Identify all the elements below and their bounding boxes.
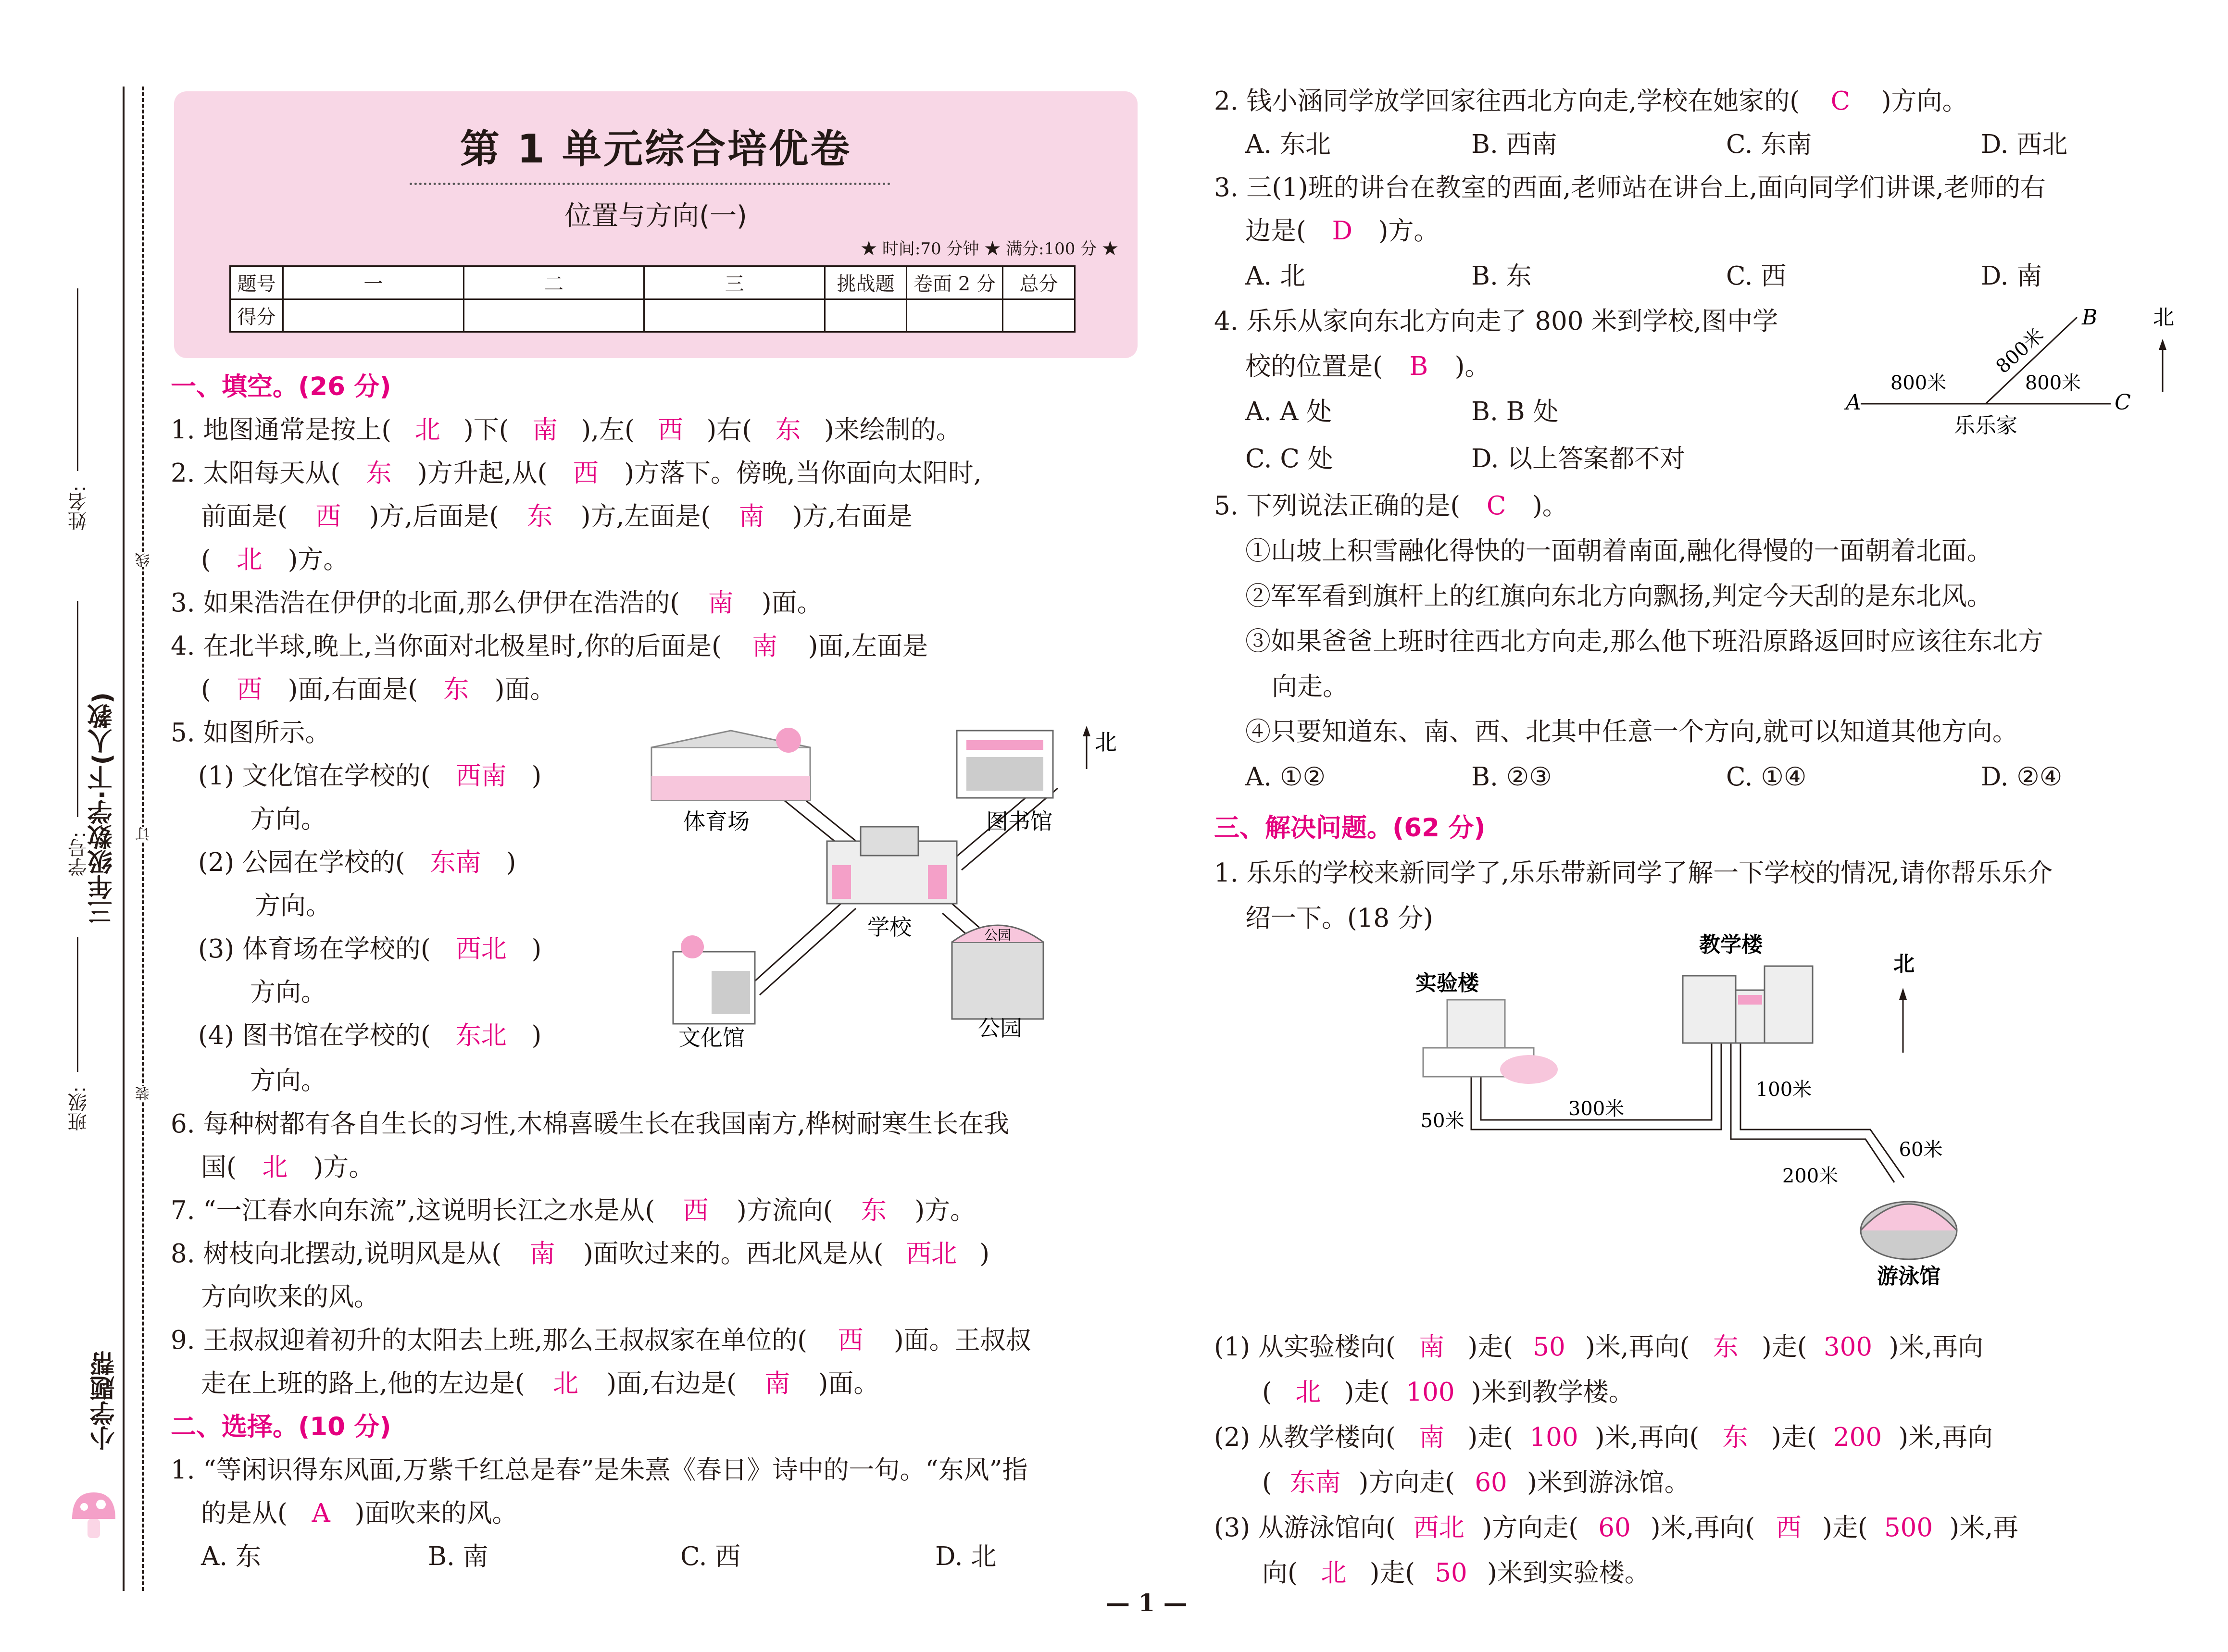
- answer: 南: [764, 1369, 790, 1398]
- id-label: 学号:: [68, 832, 90, 877]
- option[interactable]: D. 北: [935, 1542, 997, 1571]
- name-blank[interactable]: [77, 288, 78, 471]
- sub-question: (4) 图书馆在学校的( 东北 ): [198, 1020, 541, 1052]
- answer: 东: [1713, 1332, 1739, 1362]
- score-table: [229, 265, 1076, 333]
- culture-hall-icon: [673, 935, 755, 1024]
- question-cont: ( 北 )方。: [201, 544, 349, 576]
- section-title: 一、填空。(26 分): [171, 372, 391, 401]
- answer: 西: [838, 1326, 864, 1355]
- answer: 南: [708, 588, 734, 618]
- option[interactable]: C. 西: [680, 1542, 741, 1571]
- name-label: 姓名:: [68, 485, 90, 531]
- teaching-building-icon: [1683, 966, 1813, 1043]
- dist-label: 200米: [1782, 1165, 1839, 1187]
- answer: 西北: [455, 934, 507, 964]
- score-cell[interactable]: [1003, 299, 1075, 332]
- sub-question-cont: 方向。: [250, 1066, 326, 1095]
- answer: 北: [237, 545, 263, 574]
- label-pool: 游泳馆: [1877, 1264, 1940, 1289]
- statement: ③如果爸爸上班时往西北方向走,那么他下班沿原路返回时应该往东北方: [1245, 627, 2043, 656]
- option[interactable]: B. 西南: [1471, 130, 1557, 159]
- question: 4. 乐乐从家向东北方向走了 800 米到学校,图中学: [1214, 307, 1778, 336]
- campus-map-figure: [644, 721, 1144, 1057]
- class-label: 班级:: [68, 1086, 90, 1131]
- point-A: A: [1846, 390, 1861, 415]
- dist-label: 300米: [1568, 1098, 1625, 1120]
- id-blank[interactable]: [77, 601, 78, 817]
- question-cont: 国( 北 )方。: [201, 1152, 374, 1183]
- option[interactable]: B. 南: [428, 1542, 488, 1571]
- question: 1. 乐乐的学校来新同学了,乐乐带新同学了解一下学校的情况,请你帮乐乐介: [1214, 858, 2053, 888]
- question: 1. 地图通常是按上( 北 )下( 南 ),左( 西 )右( 东 )来绘制的。: [171, 414, 962, 446]
- score-head: 总分: [1003, 266, 1075, 299]
- question: 2. 太阳每天从( 东 )方升起,从( 西 )方落下。傍晚,当你面向太阳时,: [171, 458, 982, 489]
- answer: D: [1332, 216, 1352, 246]
- answer: B: [1409, 352, 1428, 381]
- exam-meta: ★ 时间:70 分钟 ★ 满分:100 分 ★: [861, 239, 1118, 259]
- option[interactable]: A. 北: [1245, 261, 1305, 291]
- sub-question: (3) 从游泳馆向( 西北 )方向走( 60 )米,再向( 西 )走( 500 )米,再: [1214, 1512, 2018, 1544]
- question: 1. “等闲识得东风面,万紫千红总是春”是朱熹《春日》诗中的一句。“东风”指: [171, 1455, 1028, 1485]
- section-title: 三、解决问题。(62 分): [1214, 813, 1486, 843]
- answer: 西北: [1413, 1513, 1464, 1542]
- score-head: 挑战题: [825, 266, 907, 299]
- answer: 西: [658, 415, 684, 445]
- question: 3. 如果浩浩在伊伊的北面,那么伊伊在浩浩的( 南 )面。: [171, 587, 823, 619]
- answer: 100: [1406, 1378, 1455, 1407]
- answer: 北: [1321, 1558, 1347, 1588]
- option[interactable]: D. 西北: [1981, 130, 2068, 159]
- brand-label: 小学题帮: [90, 1351, 119, 1451]
- answer: 南: [532, 415, 558, 445]
- question: 9. 王叔叔迎着初升的太阳去上班,那么王叔叔家在单位的( 西 )面。王叔叔: [171, 1325, 1031, 1356]
- title-divider: [410, 183, 890, 185]
- sub-question-cont: 向( 北 )走( 50 )米到实验楼。: [1262, 1557, 1650, 1589]
- statement: ④只要知道东、南、西、北其中任意一个方向,就可以知道其他方向。: [1245, 717, 2018, 746]
- question-cont: 校的位置是( B )。: [1245, 351, 1490, 383]
- question-cont: 走在上班的路上,他的左边是( 北 )面,右边是( 南 )面。: [201, 1368, 879, 1400]
- answer: 60: [1475, 1468, 1507, 1497]
- class-blank[interactable]: [77, 937, 78, 1072]
- gym-icon: [651, 728, 810, 800]
- page-number: — 1 —: [1106, 1589, 1188, 1617]
- answer: 东南: [430, 848, 481, 877]
- label-culture: 文化馆: [678, 1025, 745, 1051]
- question: 3. 三(1)班的讲台在教室的西面,老师站在讲台上,面向同学们讲课,老师的右: [1214, 173, 2046, 202]
- score-cell[interactable]: [283, 299, 464, 332]
- sub-question: (1) 文化馆在学校的( 西南 ): [198, 760, 541, 792]
- question-cont: 的是从( A )面吹来的风。: [201, 1498, 517, 1529]
- dist-label: 100米: [1755, 1079, 1812, 1101]
- score-row-label: 得分: [230, 299, 283, 332]
- label-lab: 实验楼: [1415, 971, 1479, 995]
- point-B: B: [2082, 305, 2098, 330]
- pool-building-icon: [1861, 1202, 1957, 1259]
- answer: 西: [573, 459, 599, 488]
- dist-label: 60米: [1899, 1139, 1943, 1161]
- option[interactable]: C. 西: [1726, 261, 1787, 291]
- answer: 南: [529, 1239, 555, 1268]
- question-cont: 方向吹来的风。: [201, 1282, 379, 1312]
- margin-line: [123, 87, 125, 1591]
- answer: 北: [553, 1369, 579, 1398]
- sub-question: (2) 公园在学校的( 东南 ): [198, 847, 516, 879]
- answer: 南: [1419, 1423, 1445, 1452]
- sub-question-cont: ( 北 )走( 100 )米到教学楼。: [1262, 1377, 1634, 1408]
- north-label: 北: [1095, 729, 1117, 755]
- score-head: 卷面 2 分: [907, 266, 1003, 299]
- answer: 东: [775, 415, 801, 445]
- dist-label: 800米: [1991, 324, 2048, 378]
- question: 5. 如图所示。: [171, 718, 331, 747]
- label-teaching: 教学楼: [1699, 932, 1763, 957]
- score-cell[interactable]: [463, 299, 644, 332]
- park-sign: 公园: [984, 927, 1012, 943]
- sub-question: (2) 从教学楼向( 南 )走( 100 )米,再向( 东 )走( 200 )米,再向: [1214, 1422, 1993, 1453]
- answer: 南: [738, 502, 764, 531]
- statement: ②军军看到旗杆上的红旗向东北方向飘扬,判定今天刮的是东北风。: [1245, 582, 1992, 611]
- option[interactable]: D. 以上答案都不对: [1471, 444, 1686, 473]
- answer: 东: [527, 502, 553, 531]
- answer: 西: [683, 1196, 709, 1225]
- option[interactable]: D. 南: [1981, 261, 2042, 291]
- direction-figure: [1841, 303, 2178, 442]
- cut-mark: 订: [134, 827, 155, 841]
- mushroom-logo: [67, 1485, 120, 1543]
- school-route-map: [1385, 928, 1962, 1322]
- answer: 北: [414, 415, 440, 445]
- cut-mark: 装: [134, 1086, 155, 1101]
- dist-label: 50米: [1420, 1110, 1464, 1132]
- question: 6. 每种树都有各自生长的习性,木棉喜暖生长在我国南方,桦树耐寒生长在我: [171, 1109, 1010, 1139]
- answer: 50: [1435, 1558, 1467, 1588]
- north-label: 北: [2153, 305, 2174, 330]
- question-cont: 边是( D )方。: [1245, 215, 1439, 247]
- dist-label: 800米: [2025, 372, 2081, 394]
- option[interactable]: C. C 处: [1245, 444, 1333, 473]
- option[interactable]: A. 东北: [1245, 130, 1331, 159]
- score-cell[interactable]: [907, 299, 1003, 332]
- option[interactable]: A. A 处: [1245, 397, 1332, 426]
- sub-question: (3) 体育场在学校的( 西北 ): [198, 933, 541, 965]
- answer: 南: [752, 632, 778, 661]
- answer: 北: [262, 1153, 288, 1182]
- answer: 西: [1776, 1513, 1802, 1542]
- answer: C: [1830, 87, 1851, 116]
- home-label: 乐乐家: [1954, 413, 2017, 438]
- dist-label: 800米: [1890, 372, 1947, 394]
- answer: 东北: [455, 1021, 507, 1050]
- label-library: 图书馆: [986, 808, 1052, 834]
- answer: C: [1486, 491, 1506, 521]
- question-cont: ( 西 )面,右面是( 东 )面。: [201, 674, 556, 706]
- option[interactable]: B. ②③: [1471, 762, 1552, 792]
- cut-mark: 线: [134, 553, 155, 567]
- answer: 东: [1722, 1423, 1748, 1452]
- answer: A: [312, 1499, 330, 1528]
- answer: 东: [443, 675, 469, 704]
- option[interactable]: C. 东南: [1726, 130, 1812, 159]
- sub-question-cont: 方向。: [250, 805, 326, 834]
- question: 2. 钱小涵同学放学回家往西北方向走,学校在她家的( C )方向。: [1214, 86, 1968, 117]
- question: 4. 在北半球,晚上,当你面对北极星时,你的后面是( 南 )面,左面是: [171, 631, 928, 662]
- option[interactable]: D. ②④: [1981, 762, 2063, 792]
- answer: 500: [1884, 1513, 1933, 1542]
- lab-building-icon: [1423, 1000, 1558, 1084]
- answer: 西南: [455, 761, 507, 791]
- score-head: 一: [283, 266, 464, 299]
- answer: 南: [1419, 1332, 1445, 1362]
- option[interactable]: C. ①④: [1726, 762, 1807, 792]
- library-icon: [957, 731, 1053, 798]
- question: 5. 下列说法正确的是( C )。: [1214, 490, 1568, 522]
- answer: 东南: [1289, 1468, 1341, 1497]
- answer: 西: [237, 675, 263, 704]
- sub-question-cont: ( 东南 )方向走( 60 )米到游泳馆。: [1262, 1467, 1690, 1499]
- answer: 60: [1598, 1513, 1631, 1542]
- page-subtitle: 位置与方向(一): [564, 200, 747, 232]
- answer: 西: [315, 502, 341, 531]
- sub-question: (1) 从实验楼向( 南 )走( 50 )米,再向( 东 )走( 300 )米,再向: [1214, 1331, 1983, 1363]
- question: 7. “一江春水向东流”,这说明长江之水是从( 西 )方流向( 东 )方。: [171, 1195, 976, 1227]
- score-cell[interactable]: [644, 299, 825, 332]
- score-head: 二: [463, 266, 644, 299]
- option[interactable]: A. ①②: [1245, 762, 1326, 792]
- question-cont: 绍一下。(18 分): [1245, 904, 1433, 933]
- question: 8. 树枝向北摆动,说明风是从( 南 )面吹过来的。西北风是从( 西北 ): [171, 1238, 989, 1270]
- point-C: C: [2115, 390, 2131, 415]
- score-head: 题号: [230, 266, 283, 299]
- option[interactable]: B. 东: [1471, 261, 1532, 291]
- answer: 西北: [906, 1239, 957, 1268]
- park-icon: [952, 925, 1043, 1019]
- grade-label: 三年级数学·下(人教): [88, 692, 117, 925]
- answer: 300: [1823, 1332, 1873, 1362]
- sub-question-cont: 方向。: [250, 978, 326, 1007]
- section-title: 二、选择。(10 分): [171, 1412, 391, 1441]
- answer: 东: [366, 459, 392, 488]
- question-cont: 前面是( 西 )方,后面是( 东 )方,左面是( 南 )方,右面是: [201, 501, 913, 533]
- school-icon: [827, 827, 957, 904]
- label-gym: 体育场: [683, 808, 750, 834]
- score-cell[interactable]: [825, 299, 907, 332]
- answer: 50: [1533, 1332, 1565, 1362]
- label-school: 学校: [867, 914, 912, 940]
- answer: 200: [1833, 1423, 1882, 1452]
- answer: 东: [861, 1196, 887, 1225]
- score-head: 三: [644, 266, 825, 299]
- page-title: 第 1 单元综合培优卷: [460, 126, 852, 172]
- answer: 北: [1295, 1378, 1321, 1407]
- statement-cont: 向走。: [1272, 672, 1348, 701]
- option[interactable]: A. 东: [201, 1542, 261, 1571]
- sub-question-cont: 方向。: [255, 891, 331, 920]
- north-label: 北: [1893, 952, 1915, 976]
- label-park: 公园: [978, 1015, 1022, 1041]
- header-box: [174, 91, 1138, 358]
- answer: 100: [1529, 1423, 1578, 1452]
- statement: ①山坡上积雪融化得快的一面朝着南面,融化得慢的一面朝着北面。: [1245, 536, 1992, 566]
- option[interactable]: B. B 处: [1471, 397, 1559, 426]
